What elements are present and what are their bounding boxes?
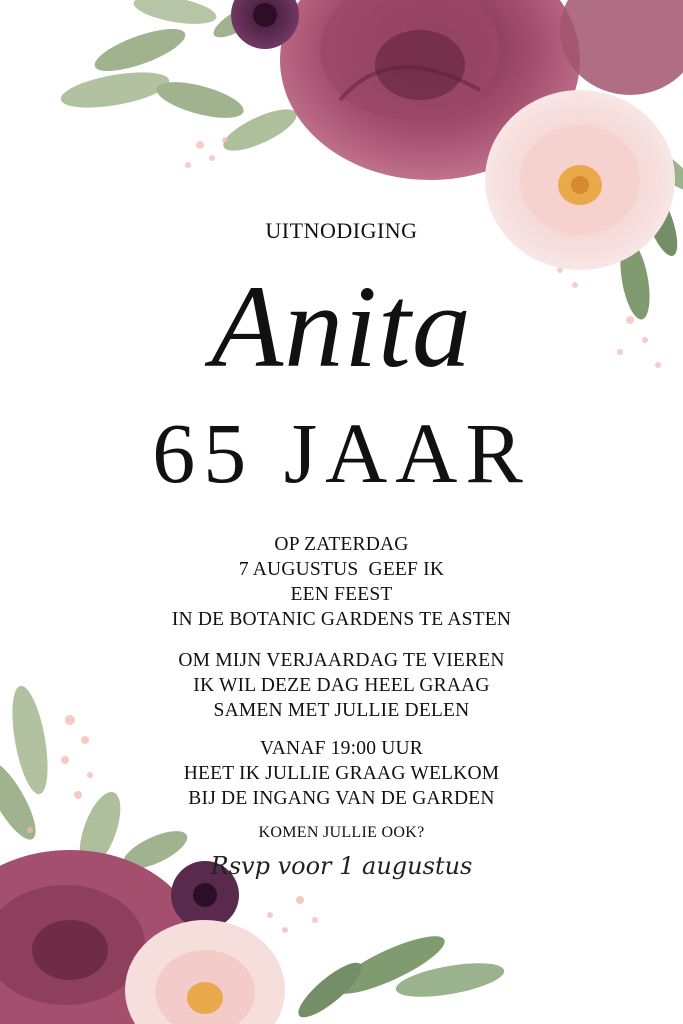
celebrant-name: Anita — [211, 261, 472, 392]
text-line: HEET IK JULLIE GRAAG WELKOM — [183, 763, 500, 784]
text-line: BIJ DE INGANG VAN DE GARDEN — [188, 788, 495, 809]
text-line: VANAF 19:00 UUR — [260, 738, 423, 759]
text-line: SAMEN MET JULLIE DELEN — [213, 700, 470, 721]
text-line: IN DE BOTANIC GARDENS TE ASTEN — [171, 609, 512, 630]
text-line: 7 AUGUSTUS GEEF IK — [238, 559, 445, 580]
rsvp-question: KOMEN JULLIE OOK? — [258, 824, 425, 841]
text-line: EEN FEEST — [290, 584, 393, 605]
time-paragraph — [0, 736, 683, 811]
age-line: 65 JAAR — [152, 405, 531, 501]
text-line: OP ZATERDAG — [274, 534, 409, 555]
invitation-heading: UITNODIGING — [265, 218, 418, 243]
text-line: IK WIL DEZE DAG HEEL GRAAG — [193, 675, 490, 696]
event-details-paragraph — [0, 532, 683, 632]
mauve-flower-right — [560, 0, 683, 95]
text-line: OM MIJN VERJAARDAG TE VIEREN — [178, 650, 505, 671]
rsvp-deadline: Rsvp voor 1 augustus — [210, 852, 473, 880]
occasion-paragraph — [0, 648, 683, 723]
